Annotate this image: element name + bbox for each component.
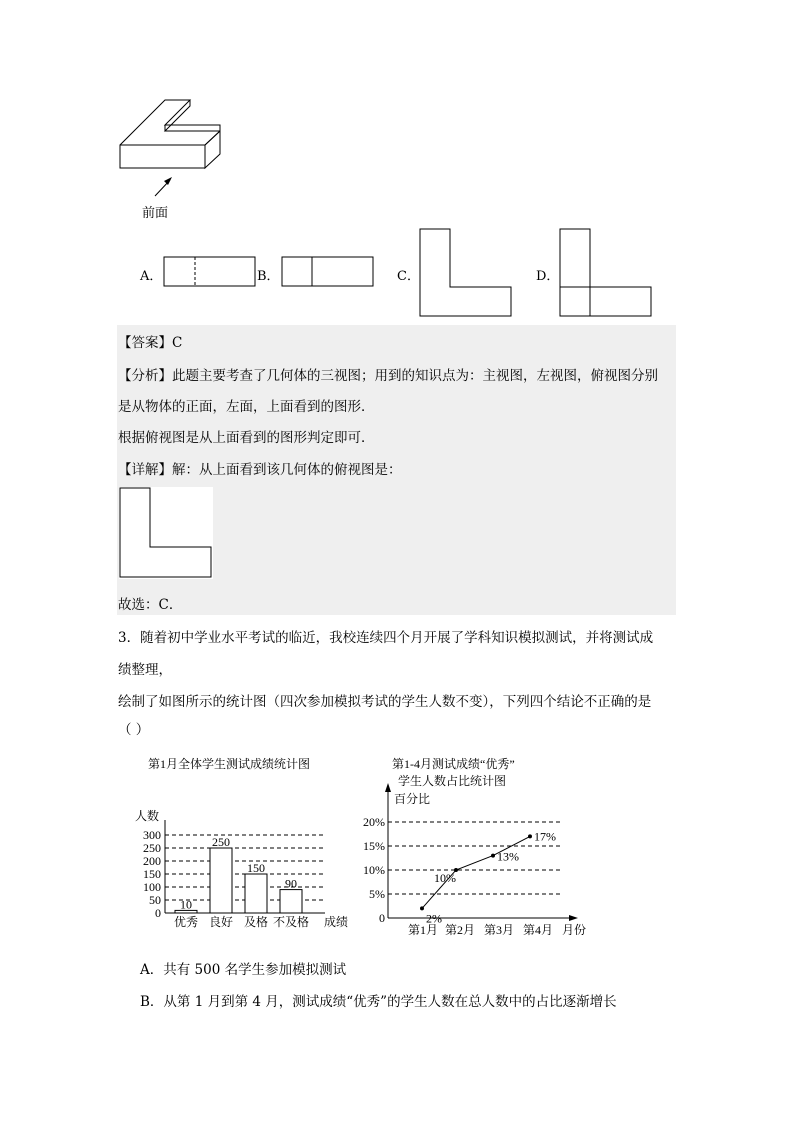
line-data-label: 13%: [497, 849, 519, 864]
bar-data-label: 10: [180, 897, 192, 912]
bar-y-tick: 100: [143, 880, 161, 894]
bar-y-tick: 0: [155, 906, 161, 920]
line-chart-title-1: 第1-4月测试成绩“优秀”: [392, 757, 515, 771]
line-y-tick: 0: [379, 911, 385, 925]
q3-line-4: （ ）: [118, 722, 150, 738]
bar-y-tick: 150: [143, 867, 161, 881]
bar-mark: [245, 874, 267, 913]
solid-figure: [115, 94, 225, 204]
line-chart-xlabel: 月份: [562, 923, 587, 937]
bar-chart-xlabel: 成绩: [324, 915, 349, 929]
line-y-tick: 10%: [363, 863, 385, 877]
analysis-text-1: 此题主要考查了几何体的三视图；用到的知识点为：主视图，左视图，俯视图分别: [172, 368, 658, 384]
answer-value: C: [172, 335, 183, 351]
q3-option-b: B．从第 1 月到第 4 月，测试成绩“优秀”的学生人数在总人数中的占比逐渐增长: [140, 994, 617, 1010]
line-y-tick: 20%: [363, 815, 385, 829]
analysis-line-3: 根据俯视图是从上面看到的图形判定即可．: [118, 430, 375, 446]
q3-line-1: 3．随着初中学业水平考试的临近，我校连续四个月开展了学科知识模拟测试，并将测试成: [118, 630, 654, 646]
line-point: [491, 854, 495, 858]
bar-y-tick: 200: [143, 854, 161, 868]
line-chart-x-arrow: [569, 915, 578, 921]
line-chart-title-2: 学生人数占比统计图: [398, 774, 507, 788]
option-d-letter: D．: [536, 269, 560, 284]
analysis-line-2: 是从物体的正面，左面，上面看到的图形．: [118, 399, 375, 415]
bar-mark: [280, 890, 302, 913]
line-point: [528, 834, 532, 838]
bar-y-tick: 300: [143, 828, 161, 842]
bar-category-label: 及格: [243, 915, 269, 929]
bar-data-label: 90: [285, 876, 297, 891]
bar-mark: [210, 848, 232, 913]
conclusion-line: 故选：C．: [118, 597, 183, 613]
detail-line: [118, 458, 402, 478]
option-b-figure: [281, 256, 375, 288]
bar-data-label: 250: [212, 835, 230, 849]
line-chart: [350, 752, 600, 942]
line-category-label: 第3月: [483, 923, 515, 937]
line-data-label: 10%: [434, 871, 456, 885]
bar-category-label: 良好: [208, 915, 234, 929]
option-a-figure: [163, 256, 257, 288]
top-view-figure: [119, 487, 213, 579]
analysis-line-1: [118, 364, 658, 384]
detail-text: 解：从上面看到该几何体的俯视图是：: [172, 462, 402, 478]
answer-label: 【答案】: [118, 335, 172, 351]
line-y-tick: 15%: [363, 839, 385, 853]
bar-chart-ylabel: 人数: [135, 809, 160, 823]
bar-chart-title: 第1月全体学生测试成绩统计图: [148, 757, 311, 771]
option-a-letter: A．: [140, 269, 163, 284]
q3-line-2: 绩整理，: [118, 662, 172, 678]
option-d-figure: [559, 228, 653, 318]
line-chart-ylabel: 百分比: [394, 792, 431, 806]
bar-chart: [120, 752, 360, 937]
bar-y-tick: 50: [149, 893, 161, 907]
bar-category-label: 优秀: [173, 915, 199, 929]
line-point: [420, 906, 424, 910]
bar-data-label: 150: [247, 861, 265, 875]
detail-label: 【详解】: [118, 462, 172, 478]
line-y-tick: 5%: [369, 887, 385, 901]
line-category-label: 第2月: [444, 923, 476, 937]
q3-line-3: 绘制了如图所示的统计图（四次参加模拟考试的学生人数不变），下列四个结论不正确的是: [118, 694, 652, 710]
bar-category-label: 不及格: [272, 915, 310, 929]
line-data-label: 17%: [534, 829, 556, 844]
analysis-label: 【分析】: [118, 368, 172, 384]
line-chart-y-arrow: [385, 783, 391, 792]
line-category-label: 第1月: [407, 923, 439, 937]
answer-line: [118, 331, 182, 351]
front-label: 前面: [142, 206, 169, 221]
bar-y-tick: 250: [143, 841, 161, 855]
option-c-letter: C．: [397, 269, 420, 284]
option-b-letter: B．: [257, 269, 280, 284]
q3-option-a: A．共有 500 名学生参加模拟测试: [140, 962, 347, 978]
line-data-label: 2%: [426, 911, 442, 926]
option-c-figure: [419, 228, 513, 318]
line-category-label: 第4月: [522, 923, 554, 937]
